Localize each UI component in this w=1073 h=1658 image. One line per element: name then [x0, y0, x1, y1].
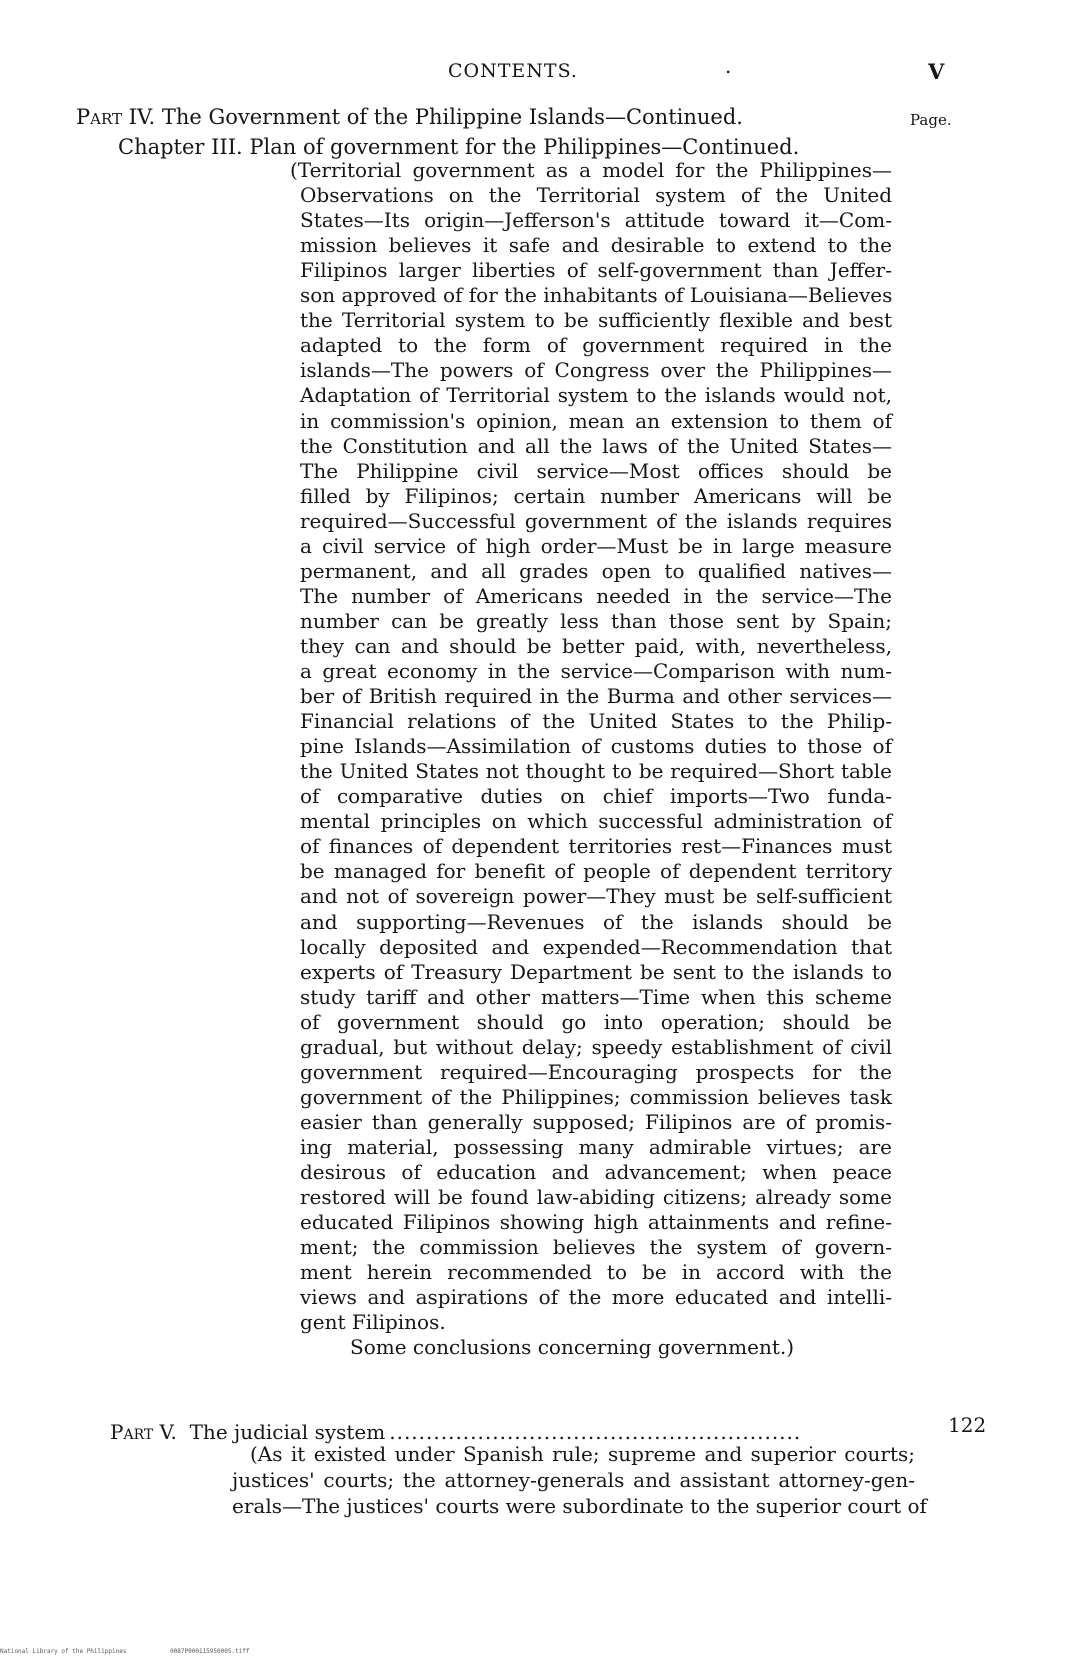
running-title: CONTENTS.	[448, 60, 578, 82]
footer-library: National Library of the Philippines	[0, 1648, 127, 1655]
summary-line: Observations on the Territorial system of the United	[300, 183, 892, 208]
summary-line: in commission's opinion, mean an extension to them of	[300, 408, 892, 433]
summary-line: study tariff and other matters—Time when this scheme	[300, 984, 892, 1009]
summary-line: of comparative duties on chief imports—Two funda-	[300, 784, 892, 809]
summary-line: States—Its origin—Jefferson's attitude toward it—Com-	[300, 208, 892, 233]
summary-line: Filipinos larger liberties of self-government than Jeffer-	[300, 258, 892, 283]
summary-line: gradual, but without delay; speedy establishment of civil	[300, 1034, 892, 1059]
scan-footer	[0, 1648, 290, 1655]
summary-line: ing material, possessing many admirable virtues; are	[300, 1134, 892, 1159]
part-iv-label: Part IV.	[76, 105, 156, 129]
footer-file: 0087P000115950005.tiff	[170, 1648, 250, 1655]
summary-line: Financial relations of the United States to the Philip-	[300, 709, 892, 734]
summary-line: a great economy in the service—Comparison with num-	[300, 659, 892, 683]
summary-line: easier than generally supposed; Filipinos are of promis-	[300, 1109, 892, 1134]
chapter-heading: Chapter III. Plan of government for the Philippines—Continued.	[118, 135, 800, 159]
summary-line: ber of British required in the Burma and other services—	[300, 684, 892, 709]
summary-line: the United States not thought to be required—Short table	[300, 759, 892, 784]
summary-line: government required—Encouraging prospects for the	[300, 1059, 892, 1084]
part-v-summary-line: justices' courts; the attorney-generals and assistant attorney-gen-	[232, 1468, 915, 1492]
summary-line: filled by Filipinos; certain number Americans will be	[300, 483, 892, 508]
summary-line: desirous of education and advancement; when peace	[300, 1160, 892, 1184]
summary-line: educated Filipinos showing high attainments and refine-	[300, 1210, 892, 1235]
header-dot: .	[725, 54, 732, 78]
summary-line: of government should go into operation; should be	[300, 1009, 892, 1034]
summary-line: experts of Treasury Department be sent to the islands to	[300, 959, 892, 984]
summary-line: the Territorial system to be sufficiently flexible and best	[300, 308, 892, 333]
summary-line: mission believes it safe and desirable to extend to the	[300, 233, 892, 258]
summary-line: The number of Americans needed in the service—The	[300, 583, 892, 608]
summary-line: pine Islands—Assimilation of customs duties to those of	[300, 734, 892, 759]
summary-line: required—Successful government of the islands requires	[300, 508, 892, 533]
summary-line: number can be greatly less than those sent by Spain;	[300, 608, 892, 633]
part-v-summary-line: (As it existed under Spanish rule; supreme and superior courts;	[250, 1442, 915, 1466]
summary-line: adapted to the form of government required in the	[300, 333, 892, 358]
summary-line: ment; the commission believes the system of govern-	[300, 1235, 892, 1260]
summary-line: son approved of for the inhabitants of Louisiana—Believes	[300, 283, 893, 308]
summary-line: government of the Philippines; commission believes task	[300, 1084, 892, 1109]
summary-line: be managed for benefit of people of dependent territory	[300, 859, 892, 884]
summary-line: of finances of dependent territories rest—Finances must	[300, 834, 892, 859]
summary-line: ment herein recommended to be in accord with the	[300, 1260, 892, 1285]
page-column-label: Page.	[910, 111, 952, 129]
part-v-page: 122	[948, 1413, 987, 1437]
summary-line: locally deposited and expended—Recommendation that	[300, 934, 892, 959]
part-v-entry	[110, 1420, 940, 1444]
summary-line: The Philippine civil service—Most offices should be	[300, 458, 892, 483]
part-iv-heading	[76, 105, 743, 129]
summary-line: (Territorial government as a model for the Philippines—	[290, 158, 892, 182]
summary-line: a civil service of high order—Must be in large measure	[300, 533, 892, 558]
summary-line: permanent, and all grades open to qualified natives—	[300, 558, 892, 583]
part-v-leader: ........................................................	[389, 1420, 802, 1444]
summary-line: and supporting—Revenues of the islands should be	[300, 909, 892, 934]
part-iv-title: The Government of the Philippine Islands—Continued.	[161, 105, 743, 129]
summary-line: Adaptation of Territorial system to the islands would not,	[300, 383, 892, 408]
summary-line: islands—The powers of Congress over the Philippines—	[300, 358, 892, 383]
part-v-title: The judicial system	[189, 1420, 386, 1444]
part-v-summary-line: erals—The justices' courts were subordinate to the superior court of	[232, 1494, 927, 1518]
part-v-label: Part V.	[110, 1420, 177, 1444]
summary-line: mental principles on which successful administration of	[300, 809, 892, 834]
page-number: V	[928, 59, 945, 84]
summary-line: the Constitution and all the laws of the United States—	[300, 433, 892, 458]
summary-line: views and aspirations of the more educated and intelli-	[300, 1285, 892, 1310]
summary-line: they can and should be better paid, with, nevertheless,	[300, 633, 892, 658]
summary-closing: Some conclusions concerning government.)	[350, 1335, 795, 1360]
summary-line: gent Filipinos.	[300, 1310, 446, 1335]
summary-line: and not of sovereign power—They must be self-sufficient	[300, 884, 892, 909]
summary-line: restored will be found law-abiding citizens; already some	[300, 1185, 892, 1210]
